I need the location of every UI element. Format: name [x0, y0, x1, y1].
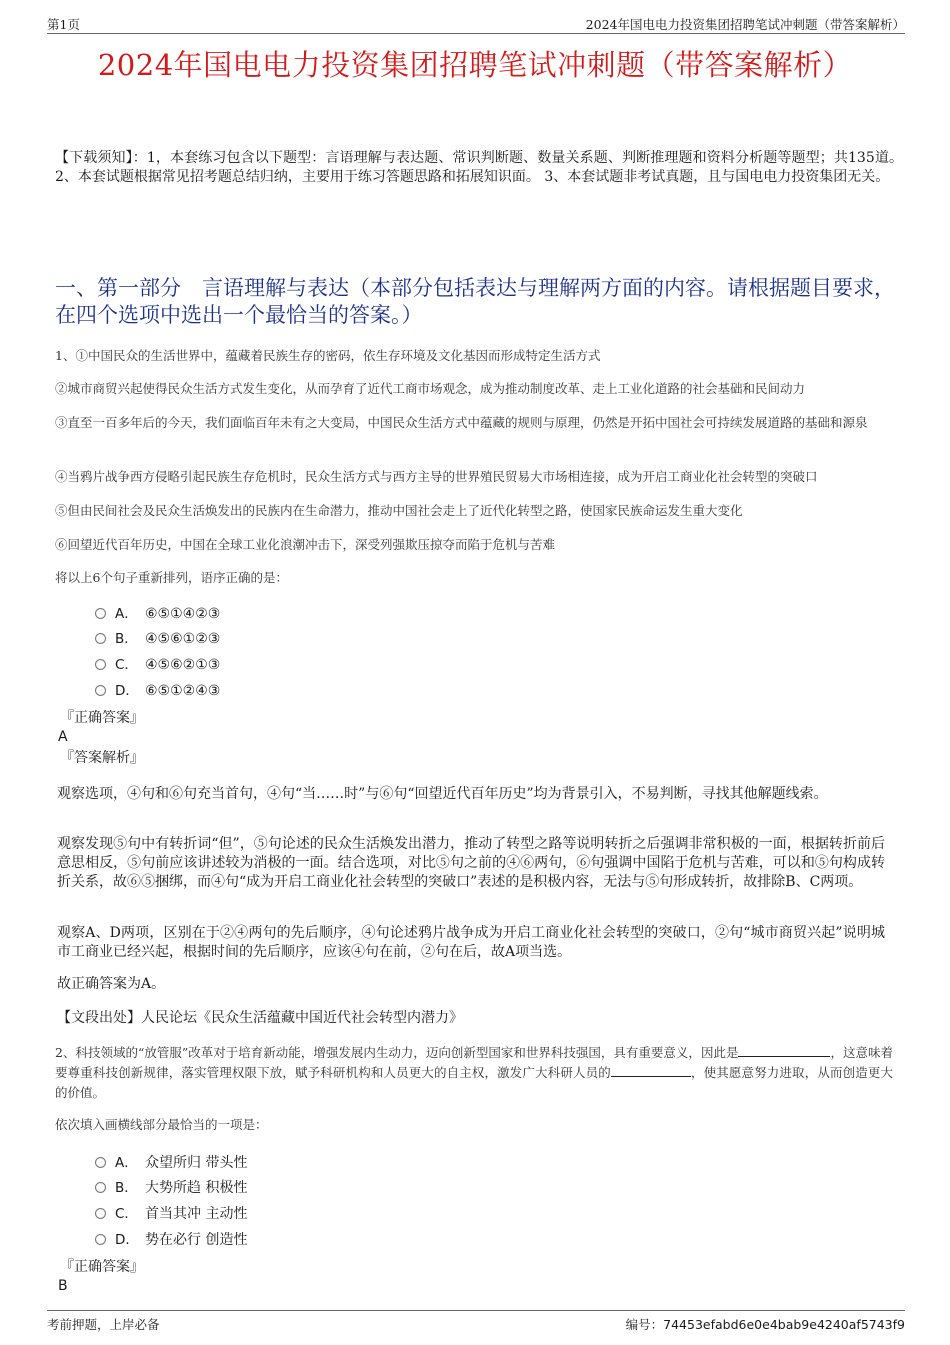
q1-analysis-para-1: 观察选项，④句和⑥句充当首句，④句“当……时”与⑥句“回望近代百年历史”均为背景引入，不易判断，寻找其他解题线索。 [57, 786, 828, 802]
q2-option-d[interactable]: D． 势在必行 创造性 [95, 1230, 247, 1250]
page-number: 第1页 [47, 17, 80, 32]
q2-option-b[interactable]: B． 大势所趋 积极性 [95, 1178, 247, 1198]
footer-slogan: 考前押题，上岸必备 [47, 1317, 160, 1332]
q1-answer-label: 『正确答案』 [60, 710, 144, 726]
q1-analysis-label: 『答案解析』 [60, 750, 144, 766]
q2-blank-2 [611, 1063, 691, 1077]
q1-sentence-3: ③直至一百多年后的今天，我们面临百年未有之大变局，中国民众生活方式中蕴藏的规则与原理，仍然是开拓中国社会可持续发展道路的基础和源泉 [55, 415, 868, 430]
radio-button[interactable] [95, 1182, 106, 1193]
section-title: 一、第一部分 言语理解与表达（本部分包括表达与理解两方面的内容。请根据题目要求，在四个选项中选出一个最恰当的答案。） [55, 276, 895, 327]
q1-option-b[interactable]: B． ④⑤⑥①②③ [95, 629, 220, 649]
q1-sentence-6: ⑥回望近代百年历史，中国在全球工业化浪潮冲击下，深受列强欺压掠夺而陷于危机与苦难 [55, 537, 556, 552]
q1-analysis-para-2: 观察发现⑤句中有转折词“但”，⑤句论述的民众生活焕发出潜力，推动了转型之路等说明转折之后强调非常积极的一面，根据转折前后意思相反，⑤句前应该讲述较为消极的一面。结合选项，对比⑤句之前的④⑥两句，⑥句强调中国陷于危机与苦难，可以和⑤句构成转折关系，故⑥⑤捆绑，而④句“成为开启工商业化社会转型的突破口”表述的是积极内容，无法与⑤句形成转折，故排除B、C两项。 [57, 836, 885, 890]
q1-sentence-5: ⑤但由民间社会及民众生活焕发出的民族内在生命潜力，推动中国社会走上了近代化转型之路，使国家民族命运发生重大变化 [55, 503, 743, 518]
footer-code: 编号：74453efabd6e0e4bab9e4240af5743f9 [625, 1317, 905, 1332]
q1-analysis-para-4: 故正确答案为A。 [57, 976, 166, 992]
radio-button[interactable] [95, 659, 106, 670]
q2-prompt: 依次填入画横线部分最恰当的一项是： [55, 1117, 268, 1132]
q1-sentence-4: ④当鸦片战争西方侵略引起民族生存危机时，民众生活方式与西方主导的世界殖民贸易大市场相连接，成为开启工商业化社会转型的突破口 [55, 469, 818, 484]
q2-option-a[interactable]: A． 众望所归 带头性 [95, 1153, 247, 1173]
q1-sentence-1: 1、①中国民众的生活世界中，蕴藏着民族生存的密码，依生存环境及文化基因而形成特定生活方式 [55, 348, 601, 363]
radio-button[interactable] [95, 1234, 106, 1245]
download-notice: 【下载须知】：1，本套练习包含以下题型：言语理解与表达题、常识判断题、数量关系题、判断推理题和资料分析题等题型；共135道。 2、本套试题根据常见招考题总结归纳，主要用于练习答题思路和拓展知识面。 3、本套试题非考试真题，且与国电电力投资集团无关。 [55, 150, 903, 185]
q2-option-c[interactable]: C． 首当其冲 主动性 [95, 1204, 247, 1224]
q1-option-d[interactable]: D． ⑥⑤①②④③ [95, 681, 220, 701]
q1-sentence-2: ②城市商贸兴起使得民众生活方式发生变化，从而孕育了近代工商市场观念，成为推动制度改革、走上工业化道路的社会基础和民间动力 [55, 381, 806, 396]
q1-source: 【文段出处】人民论坛《民众生活蕴藏中国近代社会转型内潜力》 [57, 1010, 463, 1026]
radio-button[interactable] [95, 1157, 106, 1168]
q1-answer: A [58, 729, 68, 745]
radio-button[interactable] [95, 608, 106, 619]
page-footer [47, 1310, 905, 1336]
radio-button[interactable] [95, 1208, 106, 1219]
radio-button[interactable] [95, 685, 106, 696]
page-header [47, 13, 905, 34]
q2-stem: 2、科技领域的“放管服”改革对于培育新动能，增强发展内生动力，迈向创新型国家和世界科技强国，具有重要意义，因此是 ，这意味着要尊重科技创新规律，落实管理权限下放，赋予科研机构和人员更大的自主权，激发广大科研人员的 ，使其愿意努力进取，从而创造更大的价值。 [55, 1045, 893, 1100]
q2-answer: B [58, 1278, 68, 1294]
q2-blank-1 [738, 1043, 830, 1057]
q2-answer-label: 『正确答案』 [60, 1259, 144, 1275]
document-title: 2024年国电电力投资集团招聘笔试冲刺题（带答案解析） [97, 48, 853, 82]
radio-button[interactable] [95, 633, 106, 644]
q1-option-c[interactable]: C． ④⑤⑥②①③ [95, 655, 220, 675]
header-doc-title: 2024年国电电力投资集团招聘笔试冲刺题（带答案解析） [585, 17, 905, 32]
q1-prompt: 将以上6个句子重新排列，语序正确的是： [55, 570, 288, 585]
q1-analysis-para-3: 观察A、D两项，区别在于②④两句的先后顺序，④句论述鸦片战争成为开启工商业化社会转型的突破口，②句“城市商贸兴起”说明城市工商业已经兴起，根据时间的先后顺序，应该④句在前，②句在后，故A项当选。 [57, 925, 885, 960]
q1-option-a[interactable]: A． ⑥⑤①④②③ [95, 604, 220, 624]
